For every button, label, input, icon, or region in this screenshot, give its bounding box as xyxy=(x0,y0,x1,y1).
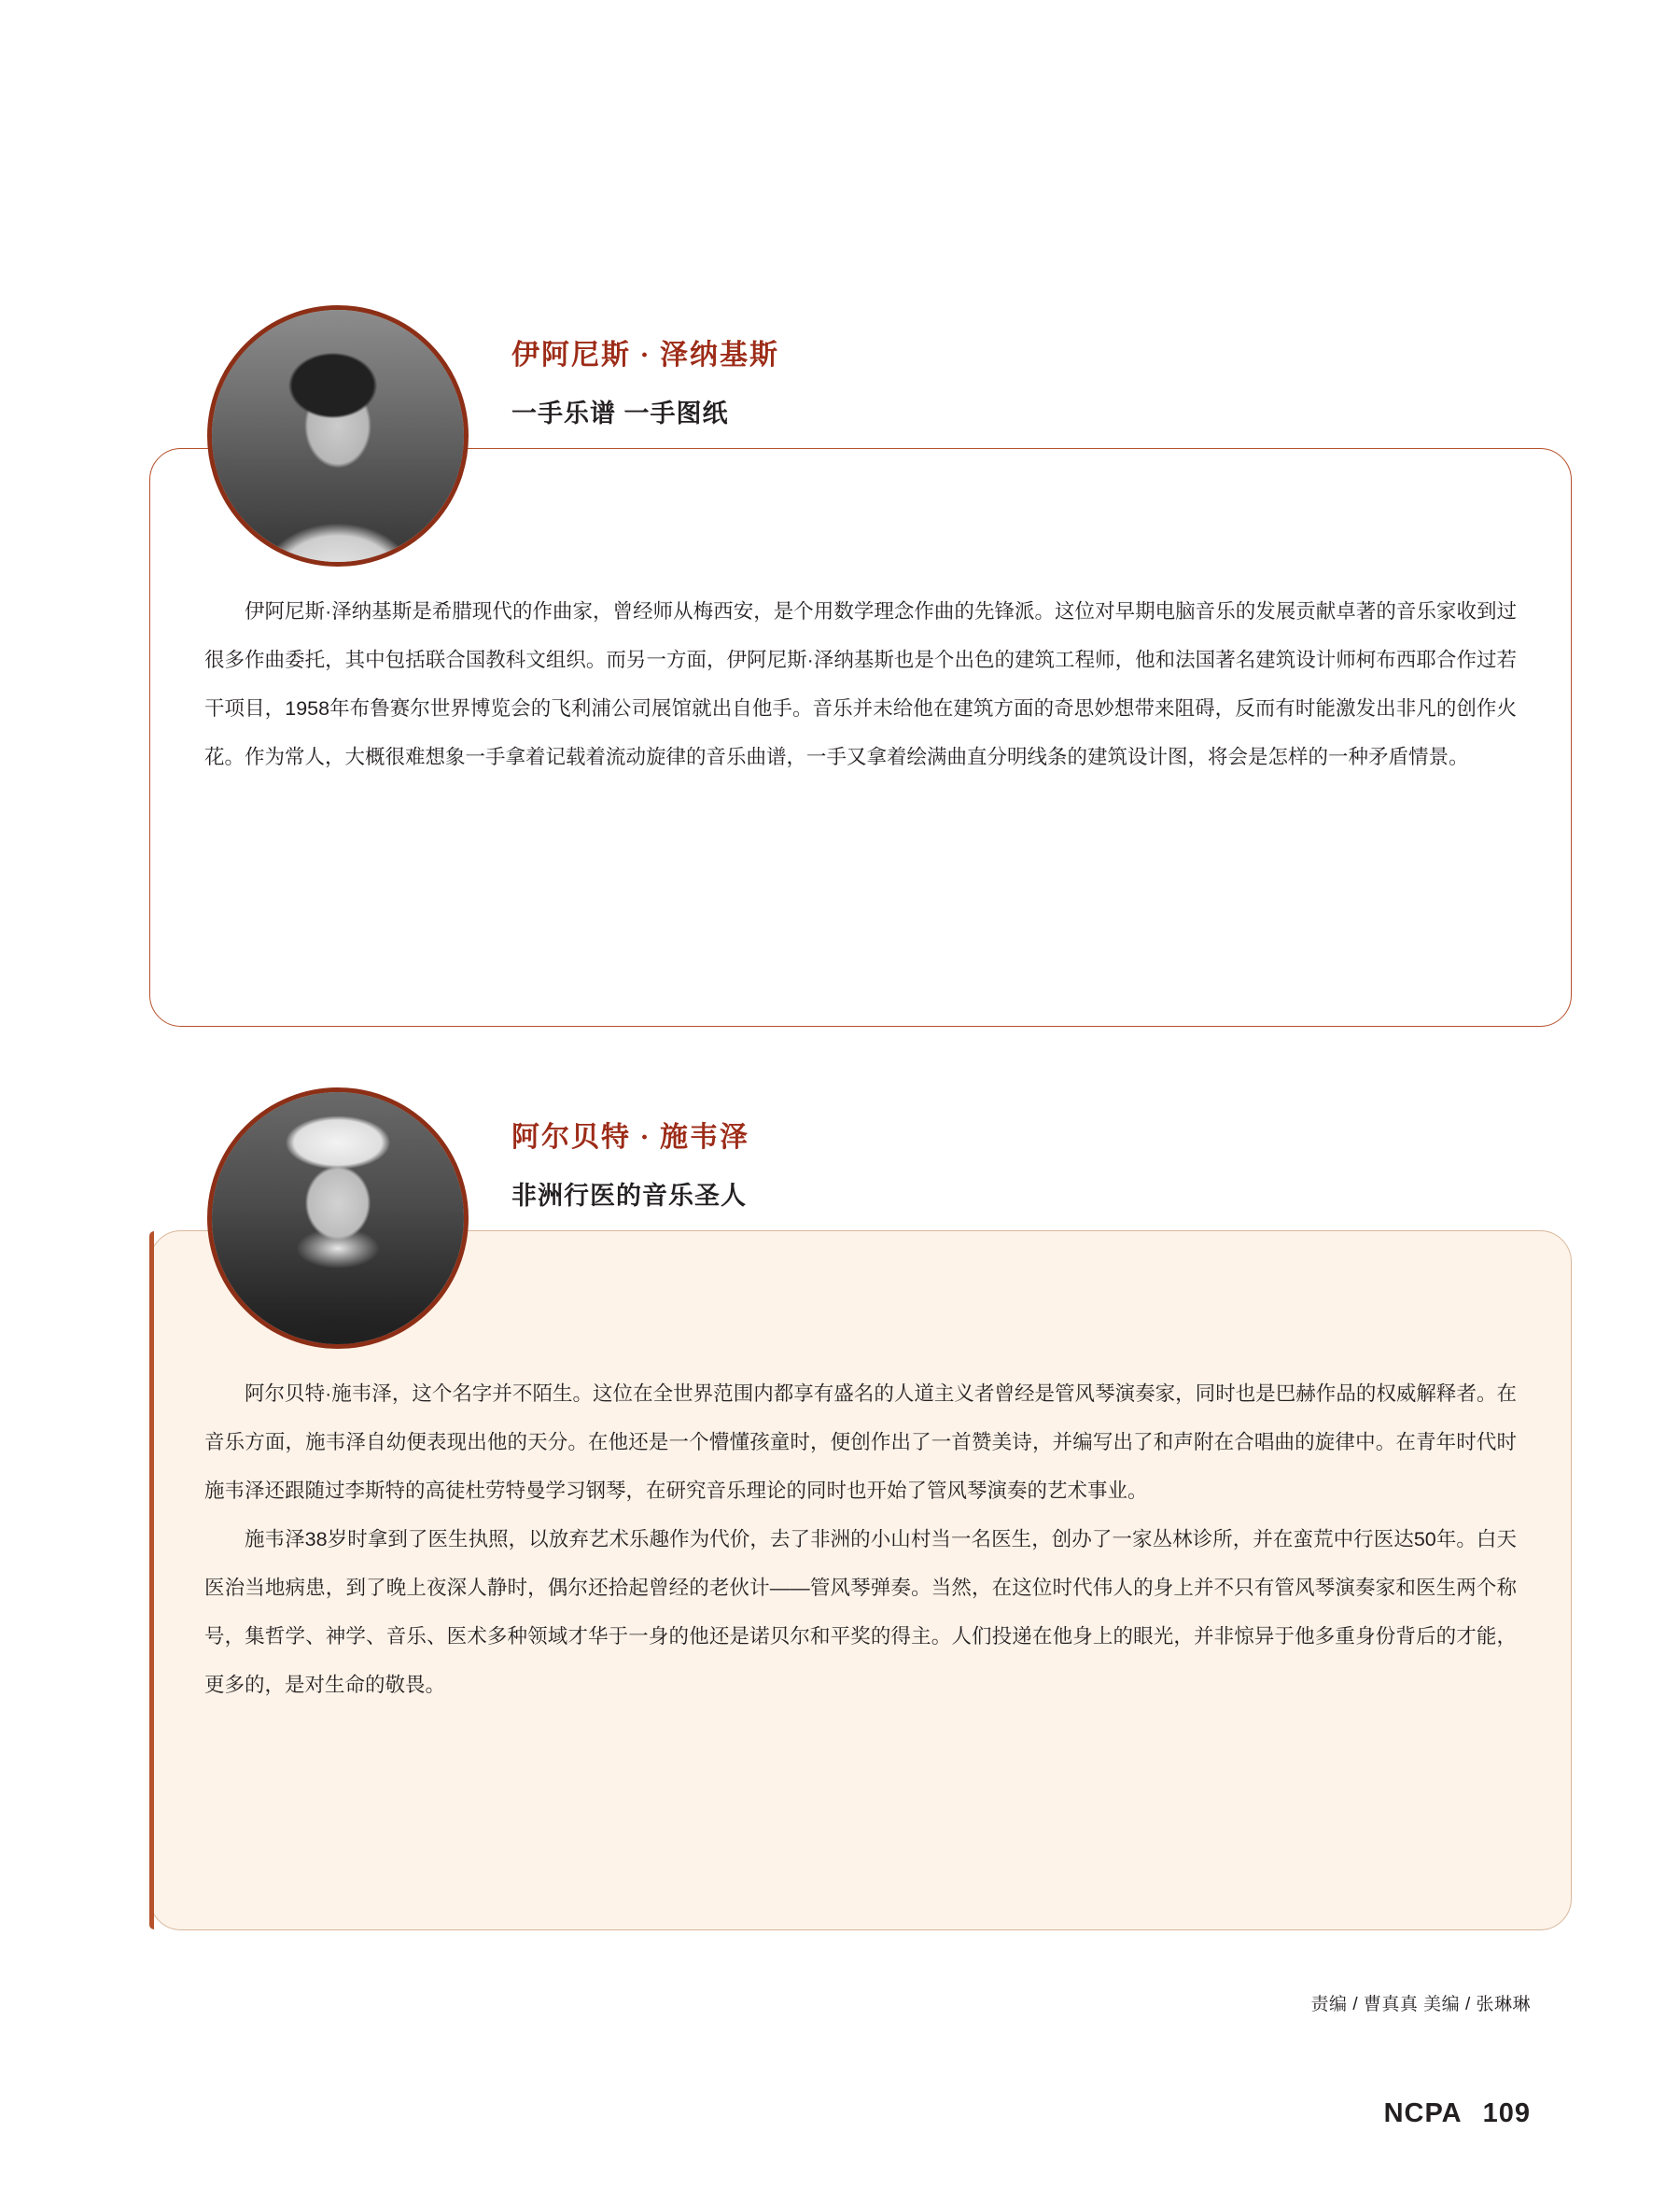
portrait-schweitzer xyxy=(207,1087,469,1349)
portrait-xenakis xyxy=(207,305,469,567)
paragraph: 伊阿尼斯·泽纳基斯是希腊现代的作曲家，曾经师从梅西安，是个用数学理念作曲的先锋派。这位对早期电脑音乐的发展贡献卓著的音乐家收到过很多作曲委托，其中包括联合国教科文组织。而另一方面，伊阿尼斯·泽纳基斯也是个出色的建筑工程师，他和法国著名建筑设计师柯布西耶合作过若干项目，1958年布鲁赛尔世界博览会的飞利浦公司展馆就出自他手。音乐并未给他在建筑方面的奇思妙想带来阻碍，反而有时能激发出非凡的创作火花。作为常人，大概很难想象一手拿着记载着流动旋律的音乐曲谱，一手又拿着绘满曲直分明线条的建筑设计图，将会是怎样的一种矛盾情景。 xyxy=(204,600,1517,768)
editorial-credits: 责编 / 曹真真 美编 / 张琳琳 xyxy=(1310,1995,1531,2014)
article-body xyxy=(204,1369,1517,1709)
article-subtitle: 非洲行医的音乐圣人 xyxy=(511,1182,747,1210)
article-heading xyxy=(511,1124,749,1209)
article-heading xyxy=(511,342,779,427)
page-folio xyxy=(1384,2098,1531,2129)
article-subtitle: 一手乐谱 一手图纸 xyxy=(511,400,729,428)
page-number: 109 xyxy=(1482,2098,1531,2128)
paragraph: 施韦泽38岁时拿到了医生执照，以放弃艺术乐趣作为代价，去了非洲的小山村当一名医生，创办了一家丛林诊所，并在蛮荒中行医达50年。白天医治当地病患，到了晚上夜深人静时，偶尔还拾起曾经的老伙计——管风琴弹奏。当然，在这位时代伟人的身上并不只有管风琴演奏家和医生两个称号，集哲学、神学、音乐、医术多种领域才华于一身的他还是诺贝尔和平奖的得主。人们投递在他身上的眼光，并非惊异于他多重身份背后的才能，更多的，是对生命的敬畏。 xyxy=(204,1528,1517,1696)
person-name: 阿尔贝特 · 施韦泽 xyxy=(511,1122,750,1153)
article-schweitzer xyxy=(149,1122,1572,1930)
article-xenakis xyxy=(149,340,1572,1027)
paragraph: 阿尔贝特·施韦泽，这个名字并不陌生。这位在全世界范围内都享有盛名的人道主义者曾经是管风琴演奏家，同时也是巴赫作品的权威解释者。在音乐方面，施韦泽自幼便表现出他的天分。在他还是一个懵懂孩童时，便创作出了一首赞美诗，并编写出了和声附在合唱曲的旋律中。在青年时代时施韦泽还跟随过李斯特的高徒杜劳特曼学习钢琴，在研究音乐理论的同时也开始了管风琴演奏的艺术事业。 xyxy=(204,1382,1517,1502)
article-body xyxy=(204,587,1517,781)
portrait-image xyxy=(212,1092,464,1344)
portrait-image xyxy=(212,310,464,562)
person-name: 伊阿尼斯 · 泽纳基斯 xyxy=(511,340,780,371)
publication-name: NCPA xyxy=(1383,2098,1462,2128)
